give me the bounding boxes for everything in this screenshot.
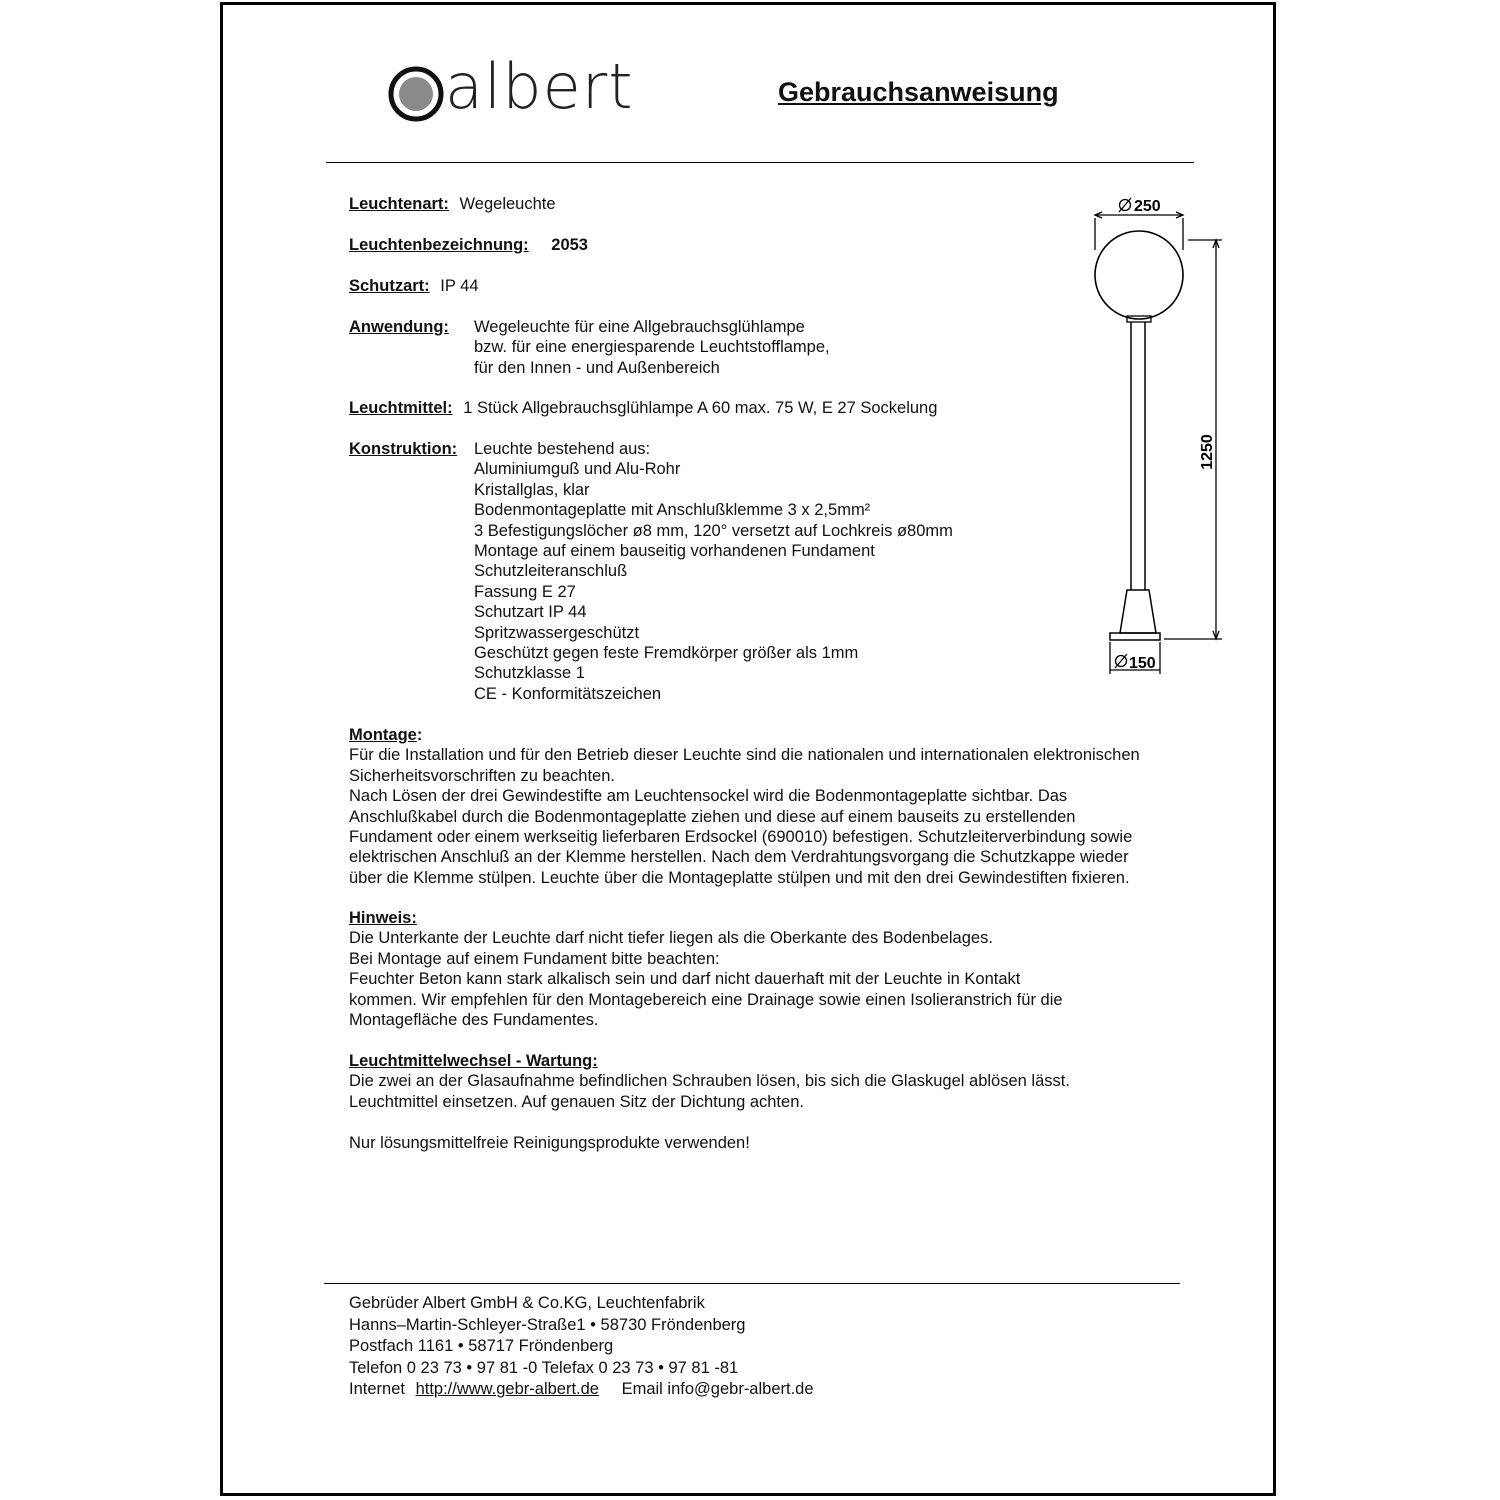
text-line: Montagefläche des Fundamentes.: [349, 1011, 599, 1030]
spec-label-konstruktion: Konstruktion:: [349, 440, 458, 458]
footer-email[interactable]: Email info@gebr-albert.de: [621, 1380, 814, 1399]
text-line: elektrischen Anschluß an der Klemme herstellen. Nach dem Verdrahtungsvorgang die Schutzkappe wieder: [349, 848, 1129, 867]
spec-schutzart: [349, 276, 479, 296]
text-line: Wegeleuchte für eine Allgebrauchsglühlampe: [474, 318, 805, 336]
spec-bezeichnung: [349, 235, 588, 255]
section-wartung: [349, 1051, 1070, 1153]
text-line: Schutzleiteranschluß: [474, 562, 628, 581]
spec-konstruktion-text: [474, 439, 953, 704]
text-line: Spritzwassergeschützt: [474, 623, 640, 642]
spec-label: Leuchtmittel:: [349, 399, 453, 417]
albert-logo-mark: [388, 66, 444, 122]
footer-address: Hanns–Martin-Schleyer-Straße1 • 58730 Fröndenberg: [349, 1315, 746, 1334]
spec-value: Wegeleuchte: [459, 195, 556, 213]
lamp-technical-drawing: [1090, 190, 1240, 680]
section-heading: Montage: [349, 726, 417, 744]
spec-value: 1 Stück Allgebrauchsglühlampe A 60 max. 75 W, E 27 Sockelung: [463, 399, 938, 417]
text-line: Leuchte bestehend aus:: [474, 440, 651, 458]
dim-base-label: 150: [1129, 655, 1156, 672]
text-line: CE - Konformitätszeichen: [474, 684, 662, 703]
text-line: Die zwei an der Glasaufnahme befindlichen Schrauben lösen, bis sich die Glaskugel ablösen lässt.: [349, 1072, 1070, 1091]
dim-height-label: 1250: [1199, 434, 1216, 470]
lamp-globe: [1095, 231, 1183, 319]
lamp-foot: [1110, 633, 1160, 640]
website-link[interactable]: http://www.gebr-albert.de: [415, 1380, 599, 1399]
text-line: Die Unterkante der Leuchte darf nicht tiefer liegen als die Oberkante des Bodenbelages.: [349, 929, 993, 948]
header-divider: [326, 162, 1194, 163]
footer-divider: [324, 1283, 1180, 1284]
footer-contact: [349, 1293, 814, 1401]
text-line: 3 Befestigungslöcher ø8 mm, 120° versetzt auf Lochkreis ø80mm: [474, 521, 953, 540]
spec-anwendung-text: [474, 317, 830, 378]
text-line: Bei Montage auf einem Fundament bitte beachten:: [349, 949, 720, 968]
spec-label: Leuchtenart:: [349, 195, 449, 213]
lamp-base: [1120, 590, 1156, 633]
text-line: Geschützt gegen feste Fremdkörper größer als 1mm: [474, 644, 859, 663]
text-line: Feuchter Beton kann stark alkalisch sein und darf nicht dauerhaft mit der Leuchte in Kontakt: [349, 970, 1021, 989]
footer-phone: Telefon 0 23 73 • 97 81 -0 Telefax 0 23 73 • 97 81 -81: [349, 1358, 739, 1377]
text-line: für den Innen - und Außenbereich: [474, 358, 720, 377]
text-line: Fundament oder einem werkseitig lieferbaren Erdsockel (690010) befestigen. Schutzleiterverbindung sowie: [349, 828, 1133, 847]
text-line: Für die Installation und für den Betrieb dieser Leuchte sind die nationalen und internationalen elektronischen: [349, 746, 1140, 765]
text-line: Aluminiumguß und Alu-Rohr: [474, 460, 681, 479]
spec-leuchtenart: [349, 194, 556, 214]
text-line: Schutzklasse 1: [474, 664, 585, 683]
text-line: Nach Lösen der drei Gewindestifte am Leuchtensockel wird die Bodenmontageplatte sichtbar. Das: [349, 787, 1068, 806]
section-heading: Leuchtmittelwechsel - Wartung:: [349, 1052, 598, 1070]
footer-postfach: Postfach 1161 • 58717 Fröndenberg: [349, 1337, 614, 1356]
text-line: Kristallglas, klar: [474, 480, 590, 499]
text-line: Leuchtmittel einsetzen. Auf genauen Sitz der Dichtung achten.: [349, 1092, 804, 1111]
albert-logo-wordmark: albert: [445, 50, 634, 123]
text-line: bzw. für eine energiesparende Leuchtstofflampe,: [474, 338, 830, 357]
section-montage: [349, 725, 1140, 888]
footer-internet-label: Internet: [349, 1380, 405, 1399]
spec-leuchtmittel: [349, 398, 937, 418]
text-line: über die Klemme stülpen. Leuchte über die Montageplatte stülpen und mit den drei Gewindestiften fixieren.: [349, 868, 1130, 887]
text-line: kommen. Wir empfehlen für den Montagebereich eine Drainage sowie einen Isolieranstrich für die: [349, 990, 1063, 1009]
text-line: Fassung E 27: [474, 582, 576, 601]
section-heading: Hinweis:: [349, 909, 417, 927]
spec-label-anwendung: Anwendung:: [349, 318, 449, 336]
dim-top-label: 250: [1134, 198, 1161, 215]
text-line: Sicherheitsvorschriften zu beachten.: [349, 766, 615, 785]
heading-colon: :: [416, 726, 423, 744]
cleaning-note: Nur lösungsmittelfreie Reinigungsprodukte verwenden!: [349, 1133, 750, 1152]
page-title: Gebrauchsanweisung: [778, 77, 1059, 107]
section-hinweis: [349, 908, 1063, 1030]
text-line: Bodenmontageplatte mit Anschlußklemme 3 x 2,5mm²: [474, 501, 871, 520]
footer-company: Gebrüder Albert GmbH & Co.KG, Leuchtenfabrik: [349, 1294, 705, 1312]
spec-label: Schutzart:: [349, 277, 430, 295]
spec-value: IP 44: [440, 277, 479, 295]
text-line: Schutzart IP 44: [474, 603, 587, 622]
spec-label: Leuchtenbezeichnung:: [349, 236, 529, 254]
text-line: Anschlußkabel durch die Bodenmontageplatte ziehen und diese auf einem bauseits zu erstellenden: [349, 807, 1076, 826]
spec-value: 2053: [551, 236, 588, 254]
text-line: Montage auf einem bauseitig vorhandenen Fundament: [474, 542, 875, 561]
